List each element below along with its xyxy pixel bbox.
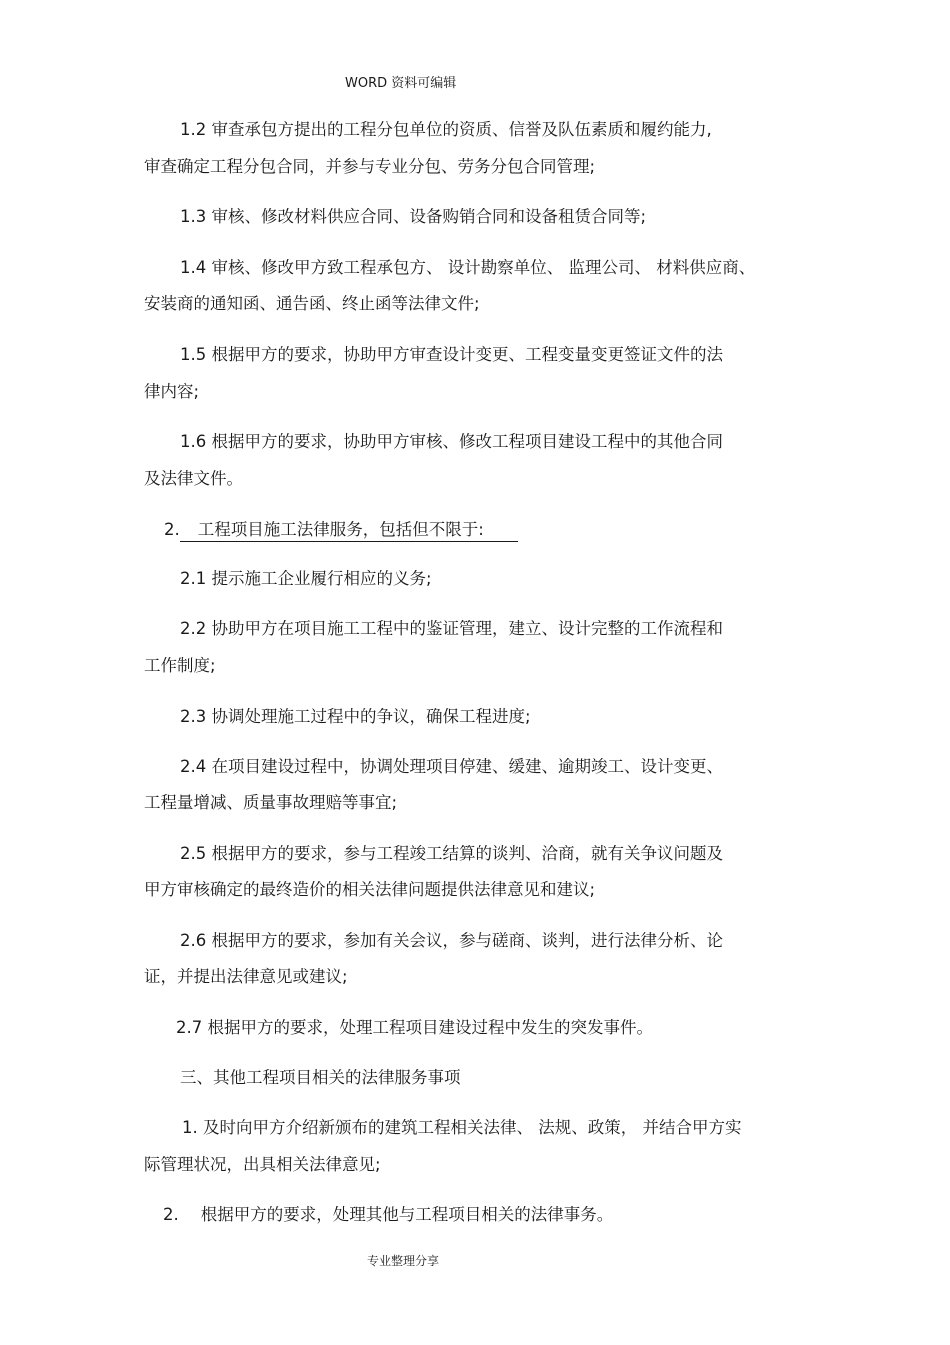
clause-2-3: 2.3 协调处理施工过程中的争议，确保工程进度; xyxy=(180,707,531,726)
clause-1-2-line-1: 1.2 审查承包方提出的工程分包单位的资质、信誉及队伍素质和履约能力, xyxy=(180,120,712,139)
section-3-item-1-line-2: 际管理状况，出具相关法律意见; xyxy=(144,1155,381,1174)
clause-2-7: 2.7 根据甲方的要求，处理工程项目建设过程中发生的突发事件。 xyxy=(176,1018,653,1037)
clause-1-5-line-2: 律内容; xyxy=(144,382,200,401)
page-header: WORD 资料可编辑 xyxy=(345,76,457,91)
section-3-item-1-line-1: 1. 及时向甲方介绍新颁布的建筑工程相关法律、 法规、政策， 并结合甲方实 xyxy=(182,1118,742,1137)
section-3-heading: 三、其他工程项目相关的法律服务事项 xyxy=(180,1068,461,1087)
clause-1-5-line-1: 1.5 根据甲方的要求，协助甲方审查设计变更、工程变量变更签证文件的法 xyxy=(180,345,723,364)
clause-2-6-line-2: 证，并提出法律意见或建议; xyxy=(144,967,348,986)
section-3-item-2-text: 根据甲方的要求，处理其他与工程项目相关的法律事务。 xyxy=(200,1205,614,1224)
clause-1-2-line-2: 审查确定工程分包合同，并参与专业分包、劳务分包合同管理; xyxy=(144,157,596,176)
section-2-title: 工程项目施工法律服务，包括但不限于: xyxy=(180,520,518,542)
section-3-item-2-number: 2. xyxy=(163,1205,179,1224)
section-3-item-2 xyxy=(163,1204,613,1226)
section-2-number: 2. xyxy=(164,520,180,539)
clause-2-2-line-1: 2.2 协助甲方在项目施工工程中的鉴证管理，建立、设计完整的工作流程和 xyxy=(180,619,723,638)
clause-2-6-line-1: 2.6 根据甲方的要求，参加有关会议，参与磋商、谈判，进行法律分析、论 xyxy=(180,931,723,950)
clause-1-4-line-1: 1.4 审核、修改甲方致工程承包方、 设计勘察单位、 监理公司、 材料供应商、 xyxy=(180,258,756,277)
clause-2-5-line-2: 甲方审核确定的最终造价的相关法律问题提供法律意见和建议; xyxy=(144,880,596,899)
clause-2-4-line-1: 2.4 在项目建设过程中，协调处理项目停建、缓建、逾期竣工、设计变更、 xyxy=(180,757,723,776)
clause-1-6-line-1: 1.6 根据甲方的要求，协助甲方审核、修改工程项目建设工程中的其他合同 xyxy=(180,432,723,451)
section-2-heading xyxy=(164,519,518,541)
clause-1-6-line-2: 及法律文件。 xyxy=(144,469,243,488)
clause-1-3: 1.3 审核、修改材料供应合同、设备购销合同和设备租赁合同等; xyxy=(180,207,647,226)
clause-2-5-line-1: 2.5 根据甲方的要求，参与工程竣工结算的谈判、洽商，就有关争议问题及 xyxy=(180,844,723,863)
clause-2-1: 2.1 提示施工企业履行相应的义务; xyxy=(180,569,432,588)
clause-2-4-line-2: 工程量增减、质量事故理赔等事宜; xyxy=(144,793,398,812)
page-footer: 专业整理分享 xyxy=(367,1254,440,1268)
clause-2-2-line-2: 工作制度; xyxy=(144,656,216,675)
clause-1-4-line-2: 安装商的通知函、通告函、终止函等法律文件; xyxy=(144,294,480,313)
